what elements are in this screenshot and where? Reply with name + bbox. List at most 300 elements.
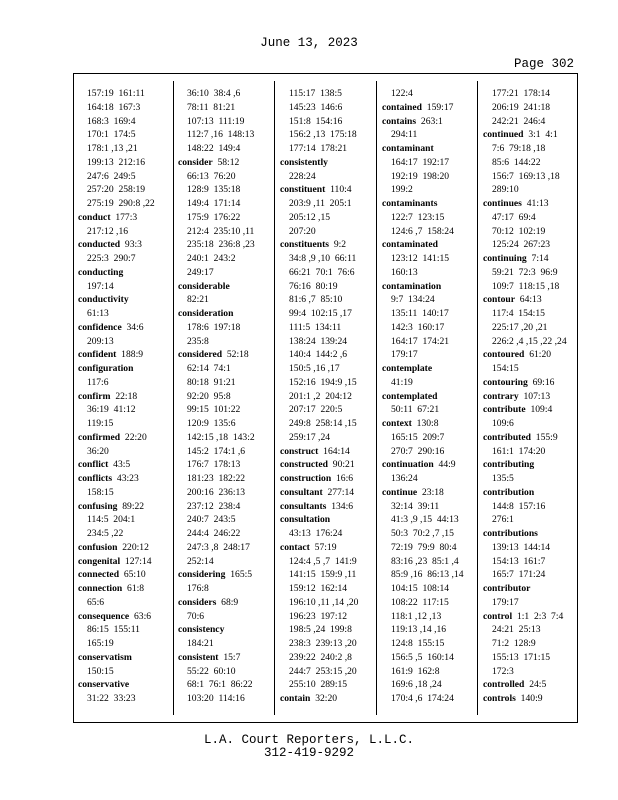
index-refs: 3:1 4:1 bbox=[523, 129, 558, 141]
index-entry bbox=[483, 293, 573, 307]
index-entry bbox=[382, 390, 472, 404]
index-entry bbox=[78, 678, 168, 692]
index-refs: 22:20 bbox=[120, 431, 147, 443]
index-word: constructed bbox=[280, 459, 328, 471]
index-entry bbox=[280, 458, 370, 472]
index-refs-continued: 249:17 bbox=[187, 266, 214, 278]
index-refs: 155:9 bbox=[530, 431, 558, 443]
index-refs-continued: 257:20 258:19 bbox=[87, 184, 146, 196]
index-word: continuation bbox=[382, 459, 434, 471]
index-refs: 63:6 bbox=[129, 610, 152, 622]
index-refs: 90:21 bbox=[327, 459, 355, 471]
index-refs-continued: 81:6 ,7 85:10 bbox=[289, 294, 343, 306]
index-refs-continued: 114:5 204:1 bbox=[87, 514, 136, 526]
index-refs-continued: 124:6 ,7 158:24 bbox=[391, 225, 454, 237]
index-word: contoured bbox=[483, 349, 525, 361]
index-word: control bbox=[483, 610, 513, 622]
index-word: conflicts bbox=[78, 473, 113, 484]
index-entry bbox=[78, 390, 168, 404]
index-entry bbox=[382, 417, 472, 431]
index-refs-continued: 152:16 194:9 ,15 bbox=[289, 376, 357, 388]
index-entry bbox=[382, 458, 472, 472]
index-refs-continued: 255:10 289:15 bbox=[289, 679, 348, 691]
index-refs-continued: 235:18 236:8 ,23 bbox=[187, 239, 255, 251]
index-refs-continued: 196:10 ,11 ,14 ,20 bbox=[289, 596, 359, 608]
index-entry bbox=[78, 238, 168, 252]
index-word: conducting bbox=[78, 266, 124, 278]
index-refs-continued: 99:15 101:22 bbox=[187, 404, 241, 416]
index-refs-continued: 203:9 ,11 205:1 bbox=[289, 198, 352, 209]
index-word: continue bbox=[382, 486, 418, 498]
index-entry bbox=[382, 486, 472, 500]
index-word: conduct bbox=[78, 211, 111, 223]
index-refs-continued: 149:4 171:14 bbox=[187, 198, 241, 209]
index-refs-continued: 207:20 bbox=[289, 225, 316, 237]
index-refs: 7:14 bbox=[526, 253, 549, 264]
index-word: consultants bbox=[280, 500, 327, 512]
index-refs-continued: 155:13 171:15 bbox=[492, 651, 551, 663]
index-word: consistency bbox=[178, 624, 225, 636]
index-refs-continued: 68:1 76:1 86:22 bbox=[187, 679, 253, 691]
index-refs-continued: 141:15 159:9 ,11 bbox=[289, 569, 357, 581]
index-refs-continued: 225:3 290:7 bbox=[87, 253, 136, 264]
index-refs-continued: 124:8 155:15 bbox=[391, 638, 445, 649]
index-word: consider bbox=[178, 156, 213, 168]
index-refs: 43:23 bbox=[112, 473, 139, 484]
index-entry bbox=[280, 486, 370, 500]
index-word: contains bbox=[382, 115, 417, 127]
index-refs-continued: 178:6 197:18 bbox=[187, 321, 241, 333]
index-entry bbox=[178, 623, 268, 637]
index-entry bbox=[382, 101, 472, 115]
index-word: contrary bbox=[483, 390, 519, 402]
index-refs-continued: 76:16 80:19 bbox=[289, 280, 338, 292]
index-entry bbox=[178, 596, 268, 610]
index-refs-continued: 275:19 290:8 ,22 bbox=[87, 198, 155, 209]
index-word: confirm bbox=[78, 390, 111, 402]
index-refs: 220:12 bbox=[117, 541, 149, 553]
index-refs: 9:2 bbox=[329, 239, 347, 251]
index-refs-continued: 55:22 60:10 bbox=[187, 665, 236, 677]
index-word: contained bbox=[382, 101, 422, 113]
index-refs-continued: 244:4 246:22 bbox=[187, 528, 241, 539]
footer-phone: 312-419-9292 bbox=[263, 746, 354, 760]
index-word: context bbox=[382, 418, 412, 429]
index-refs-continued: 206:19 241:18 bbox=[492, 101, 551, 113]
index-word: consistently bbox=[280, 156, 328, 168]
index-refs-continued: 176:8 bbox=[187, 583, 209, 594]
index-refs-continued: 178:1 ,13 ,21 bbox=[87, 143, 138, 154]
index-refs-continued: 104:15 108:14 bbox=[391, 583, 450, 594]
index-refs-continued: 151:8 154:16 bbox=[289, 115, 343, 127]
index-word: conservative bbox=[78, 679, 130, 691]
index-refs-continued: 135:5 bbox=[492, 473, 514, 484]
index-word: contamination bbox=[382, 280, 442, 292]
index-refs-continued: 120:9 135:6 bbox=[187, 418, 236, 429]
index-word: considered bbox=[178, 349, 223, 361]
index-refs-continued: 107:13 111:19 bbox=[187, 115, 245, 127]
index-refs-continued: 179:17 bbox=[391, 349, 418, 361]
index-word: consideration bbox=[178, 308, 234, 319]
index-entry bbox=[280, 541, 370, 555]
index-refs-continued: 128:9 135:18 bbox=[187, 184, 241, 196]
index-word: contaminant bbox=[382, 143, 434, 154]
index-refs-continued: 138:24 139:24 bbox=[289, 335, 348, 347]
index-refs-continued: 119:13 ,14 ,16 bbox=[391, 624, 447, 636]
index-refs-continued: 72:19 79:9 80:4 bbox=[391, 541, 457, 553]
index-entry bbox=[178, 280, 268, 294]
index-refs-continued: 36:20 bbox=[87, 445, 109, 457]
index-refs-continued: 112:7 ,16 148:13 bbox=[187, 129, 255, 141]
index-word: considering bbox=[178, 569, 226, 581]
index-entry bbox=[483, 527, 573, 541]
index-refs-continued: 50:3 70:2 ,7 ,15 bbox=[391, 528, 454, 539]
index-word: contribution bbox=[483, 486, 535, 498]
index-refs-continued: 294:11 bbox=[391, 129, 418, 141]
index-refs: 159:17 bbox=[421, 101, 454, 113]
index-refs-continued: 154:13 161:7 bbox=[492, 555, 546, 567]
index-refs-continued: 207:17 220:5 bbox=[289, 404, 343, 416]
index-refs-continued: 158:15 bbox=[87, 486, 114, 498]
index-refs: 89:22 bbox=[117, 500, 145, 512]
index-refs-continued: 238:3 239:13 ,20 bbox=[289, 638, 357, 649]
index-refs: 263:1 bbox=[416, 115, 443, 127]
index-refs-continued: 31:22 33:23 bbox=[87, 693, 136, 704]
index-entry bbox=[78, 568, 168, 582]
index-entry bbox=[382, 197, 472, 211]
index-refs-continued: 244:7 253:15 ,20 bbox=[289, 665, 357, 677]
index-word: contact bbox=[280, 541, 310, 553]
index-refs-continued: 192:19 198:20 bbox=[391, 170, 450, 182]
index-word: conflict bbox=[78, 459, 109, 471]
index-refs-continued: 124:4 ,5 ,7 141:9 bbox=[289, 555, 357, 567]
index-entry bbox=[78, 431, 168, 445]
index-refs: 34:6 bbox=[121, 321, 144, 333]
index-refs: 64:13 bbox=[514, 294, 542, 306]
index-refs-continued: 109:6 bbox=[492, 418, 514, 429]
index-refs-continued: 41:3 ,9 ,15 44:13 bbox=[391, 514, 459, 526]
index-word: confusing bbox=[78, 500, 118, 512]
index-entry bbox=[483, 197, 573, 211]
index-entry bbox=[280, 500, 370, 514]
index-refs-continued: 175:9 176:22 bbox=[187, 211, 241, 223]
index-word: construct bbox=[280, 445, 319, 457]
index-refs-continued: 156:7 169:13 ,18 bbox=[492, 170, 560, 182]
index-word: controlled bbox=[483, 679, 525, 691]
index-refs-continued: 164:17 174:21 bbox=[391, 335, 450, 347]
index-refs-continued: 170:1 174:5 bbox=[87, 129, 136, 141]
index-word: considerable bbox=[178, 280, 230, 292]
index-refs-continued: 217:12 ,16 bbox=[87, 225, 129, 237]
index-refs: 23:18 bbox=[417, 486, 444, 498]
index-refs-continued: 103:20 114:16 bbox=[187, 693, 245, 704]
index-word: contribute bbox=[483, 404, 526, 416]
index-entry bbox=[382, 362, 472, 376]
index-refs-continued: 86:15 155:11 bbox=[87, 624, 140, 636]
index-refs-continued: 168:3 169:4 bbox=[87, 115, 136, 127]
index-refs: 188:9 bbox=[116, 349, 144, 361]
index-refs-continued: 41:19 bbox=[391, 376, 413, 388]
index-word: contouring bbox=[483, 376, 528, 388]
index-refs-continued: 225:17 ,20 ,21 bbox=[492, 321, 548, 333]
index-refs-continued: 43:13 176:24 bbox=[289, 528, 343, 539]
index-refs-continued: 61:13 bbox=[87, 308, 109, 319]
index-column-4 bbox=[382, 87, 472, 706]
index-refs-continued: 122:7 123:15 bbox=[391, 211, 445, 223]
index-entry bbox=[280, 156, 370, 170]
index-entry bbox=[280, 238, 370, 252]
index-word: construction bbox=[280, 473, 332, 484]
index-word: contaminated bbox=[382, 239, 438, 251]
index-refs-continued: 122:4 bbox=[391, 88, 413, 99]
column-divider bbox=[173, 81, 174, 715]
index-entry bbox=[483, 128, 573, 142]
index-word: conducted bbox=[78, 239, 121, 251]
index-refs-continued: 154:15 bbox=[492, 363, 519, 374]
index-word: constituent bbox=[280, 184, 326, 196]
index-word: contaminants bbox=[382, 198, 438, 209]
index-entry bbox=[178, 156, 268, 170]
index-refs-continued: 209:13 bbox=[87, 335, 114, 347]
index-word: configuration bbox=[78, 363, 134, 374]
index-refs-continued: 139:13 144:14 bbox=[492, 541, 551, 553]
index-refs-continued: 66:13 76:20 bbox=[187, 170, 236, 182]
index-entry bbox=[78, 582, 168, 596]
index-refs-continued: 161:1 174:20 bbox=[492, 445, 546, 457]
index-refs-continued: 200:16 236:13 bbox=[187, 486, 246, 498]
index-refs-continued: 50:11 67:21 bbox=[391, 404, 440, 416]
index-entry bbox=[483, 458, 573, 472]
index-word: conservatism bbox=[78, 651, 132, 663]
index-refs-continued: 142:15 ,18 143:2 bbox=[187, 431, 255, 443]
index-refs: 41:13 bbox=[521, 198, 549, 209]
index-refs-continued: 226:2 ,4 ,15 ,22 ,24 bbox=[492, 335, 567, 347]
index-refs: 140:9 bbox=[515, 693, 543, 704]
index-entry bbox=[280, 692, 370, 706]
page-number: Page 302 bbox=[513, 57, 574, 71]
index-refs-continued: 289:10 bbox=[492, 184, 519, 196]
index-refs: 65:10 bbox=[119, 569, 146, 581]
index-entry bbox=[483, 582, 573, 596]
index-refs: 61:8 bbox=[122, 583, 145, 594]
index-entry bbox=[483, 376, 573, 390]
index-refs-continued: 196:23 197:12 bbox=[289, 610, 348, 622]
index-refs-continued: 99:4 102:15 ,17 bbox=[289, 308, 352, 319]
index-refs-continued: 123:12 141:15 bbox=[391, 253, 450, 264]
index-refs: 93:3 bbox=[120, 239, 142, 251]
index-entry bbox=[78, 321, 168, 335]
index-word: congenital bbox=[78, 555, 121, 567]
index-refs-continued: 34:8 ,9 ,10 66:11 bbox=[289, 253, 357, 264]
index-entry bbox=[178, 348, 268, 362]
index-refs-continued: 181:23 182:22 bbox=[187, 473, 246, 484]
index-refs-continued: 240:1 243:2 bbox=[187, 253, 236, 264]
index-refs-continued: 164:17 192:17 bbox=[391, 156, 450, 168]
index-entry bbox=[78, 472, 168, 486]
index-refs: 127:14 bbox=[120, 555, 152, 567]
footer-company: L.A. Court Reporters, L.L.C. bbox=[203, 733, 415, 747]
index-refs-continued: 276:1 bbox=[492, 514, 514, 526]
index-refs-continued: 177:14 178:21 bbox=[289, 143, 348, 154]
index-entry bbox=[483, 692, 573, 706]
index-entry bbox=[178, 307, 268, 321]
index-word: continued bbox=[483, 129, 524, 141]
index-refs-continued: 78:11 81:21 bbox=[187, 101, 236, 113]
index-refs-continued: 205:12 ,15 bbox=[289, 211, 331, 223]
index-refs-continued: 197:14 bbox=[87, 280, 114, 292]
index-refs: 58:12 bbox=[212, 156, 240, 168]
index-refs-continued: 144:8 157:16 bbox=[492, 500, 546, 512]
index-refs-continued: 47:17 69:4 bbox=[492, 211, 536, 223]
index-word: contributed bbox=[483, 431, 531, 443]
index-entry bbox=[78, 293, 168, 307]
index-refs-continued: 145:2 174:1 ,6 bbox=[187, 445, 246, 457]
transcript-date: June 13, 2023 bbox=[260, 36, 358, 50]
index-word: confident bbox=[78, 349, 117, 361]
index-refs-continued: 7:6 79:18 ,18 bbox=[492, 143, 546, 154]
index-refs-continued: 161:9 162:8 bbox=[391, 665, 440, 677]
index-refs-continued: 228:24 bbox=[289, 170, 316, 182]
index-refs-continued: 125:24 267:23 bbox=[492, 239, 551, 251]
index-word: considers bbox=[178, 596, 217, 608]
index-refs-continued: 24:21 25:13 bbox=[492, 624, 541, 636]
index-entry bbox=[382, 115, 472, 129]
index-refs: 107:13 bbox=[518, 390, 551, 402]
column-divider bbox=[274, 81, 275, 715]
index-entry bbox=[78, 266, 168, 280]
index-refs: 165:5 bbox=[225, 569, 253, 581]
index-entry bbox=[78, 500, 168, 514]
index-refs-continued: 169:6 ,18 ,24 bbox=[391, 679, 442, 691]
index-entry bbox=[483, 431, 573, 445]
index-refs-continued: 66:21 70:1 76:6 bbox=[289, 266, 355, 278]
index-refs-continued: 247:3 ,8 248:17 bbox=[187, 541, 250, 553]
index-entry bbox=[382, 280, 472, 294]
index-refs-continued: 170:4 ,6 174:24 bbox=[391, 693, 454, 704]
index-refs-continued: 160:13 bbox=[391, 266, 418, 278]
index-refs-continued: 259:17 ,24 bbox=[289, 431, 331, 443]
index-word: connection bbox=[78, 583, 123, 594]
index-refs-continued: 179:17 bbox=[492, 596, 519, 608]
index-refs-continued: 36:10 38:4 ,6 bbox=[187, 88, 241, 99]
index-word: consultant bbox=[280, 486, 323, 498]
index-refs-continued: 156:2 ,13 175:18 bbox=[289, 129, 357, 141]
index-refs-continued: 111:5 134:11 bbox=[289, 321, 342, 333]
index-refs: 1:1 2:3 7:4 bbox=[512, 610, 564, 622]
index-refs-continued: 115:17 138:5 bbox=[289, 88, 342, 99]
index-entry bbox=[78, 541, 168, 555]
index-entry bbox=[483, 403, 573, 417]
index-word: contemplated bbox=[382, 390, 438, 402]
index-refs-continued: 156:5 ,5 160:14 bbox=[391, 651, 454, 663]
index-entry bbox=[78, 211, 168, 225]
index-refs: 16:6 bbox=[331, 473, 354, 484]
index-entry bbox=[78, 555, 168, 569]
index-refs-continued: 80:18 91:21 bbox=[187, 376, 236, 388]
index-refs-continued: 9:7 134:24 bbox=[391, 294, 435, 306]
index-refs: 68:9 bbox=[216, 596, 239, 608]
index-refs-continued: 184:21 bbox=[187, 638, 214, 649]
index-refs-continued: 135:11 140:17 bbox=[391, 308, 449, 319]
index-entry bbox=[483, 610, 573, 624]
index-refs: 52:18 bbox=[222, 349, 249, 361]
index-refs-continued: 270:7 290:16 bbox=[391, 445, 445, 457]
index-word: continues bbox=[483, 198, 522, 209]
index-refs: 57:19 bbox=[309, 541, 337, 553]
index-refs-continued: 62:14 74:1 bbox=[187, 363, 231, 374]
index-entry bbox=[78, 362, 168, 376]
index-refs-continued: 70:6 bbox=[187, 610, 205, 622]
index-refs-continued: 117:4 154:15 bbox=[492, 308, 545, 319]
index-refs-continued: 199:2 bbox=[391, 184, 413, 196]
index-refs-continued: 119:15 bbox=[87, 418, 114, 429]
index-word: consultation bbox=[280, 514, 331, 526]
index-entry bbox=[280, 183, 370, 197]
index-refs: 110:4 bbox=[325, 184, 352, 196]
index-entry bbox=[483, 678, 573, 692]
index-entry bbox=[78, 348, 168, 362]
column-divider bbox=[477, 81, 478, 715]
index-refs-continued: 247:6 249:5 bbox=[87, 170, 136, 182]
index-entry bbox=[483, 348, 573, 362]
index-refs-continued: 65:6 bbox=[87, 596, 105, 608]
index-refs-continued: 201:1 ,2 204:12 bbox=[289, 390, 352, 402]
index-word: continuing bbox=[483, 253, 527, 264]
index-refs-continued: 165:15 209:7 bbox=[391, 431, 445, 443]
index-refs-continued: 234:5 ,22 bbox=[87, 528, 124, 539]
index-refs-continued: 240:7 243:5 bbox=[187, 514, 236, 526]
index-entry bbox=[483, 252, 573, 266]
index-entry bbox=[178, 568, 268, 582]
index-entry bbox=[280, 513, 370, 527]
index-refs-continued: 249:8 258:14 ,15 bbox=[289, 418, 357, 429]
index-refs-continued: 159:12 162:14 bbox=[289, 583, 348, 594]
index-refs-continued: 83:16 ,23 85:1 ,4 bbox=[391, 555, 459, 567]
index-refs-continued: 117:6 bbox=[87, 376, 109, 388]
index-refs-continued: 242:21 246:4 bbox=[492, 115, 546, 127]
index-entry bbox=[382, 238, 472, 252]
index-refs: 277:14 bbox=[322, 486, 355, 498]
index-refs-continued: 136:24 bbox=[391, 473, 418, 484]
index-entry bbox=[483, 390, 573, 404]
index-word: conductivity bbox=[78, 294, 129, 306]
index-refs-continued: 252:14 bbox=[187, 555, 214, 567]
index-refs-continued: 172:3 bbox=[492, 665, 514, 677]
index-refs-continued: 198:5 ,24 199:8 bbox=[289, 624, 352, 636]
index-refs: 177:3 bbox=[110, 211, 138, 223]
index-refs: 109:4 bbox=[525, 404, 553, 416]
index-refs: 164:14 bbox=[318, 445, 350, 457]
index-refs-continued: 92:20 95:8 bbox=[187, 390, 231, 402]
index-entry bbox=[78, 651, 168, 665]
index-refs-continued: 199:13 212:16 bbox=[87, 156, 146, 168]
index-refs-continued: 150:15 bbox=[87, 665, 114, 677]
index-entry bbox=[78, 610, 168, 624]
index-refs: 130:8 bbox=[411, 418, 439, 429]
index-word: controls bbox=[483, 693, 516, 704]
index-word: confidence bbox=[78, 321, 122, 333]
index-refs-continued: 118:1 ,12 ,13 bbox=[391, 610, 442, 622]
index-refs: 32:20 bbox=[310, 693, 338, 704]
index-refs-continued: 109:7 118:15 ,18 bbox=[492, 280, 560, 292]
index-word: contributing bbox=[483, 459, 535, 471]
index-word: contemplate bbox=[382, 363, 433, 374]
index-refs-continued: 212:4 235:10 ,11 bbox=[187, 225, 255, 237]
column-divider bbox=[376, 81, 377, 715]
index-refs-continued: 237:12 238:4 bbox=[187, 500, 241, 512]
index-refs: 69:16 bbox=[527, 376, 555, 388]
index-refs-continued: 148:22 149:4 bbox=[187, 143, 241, 154]
